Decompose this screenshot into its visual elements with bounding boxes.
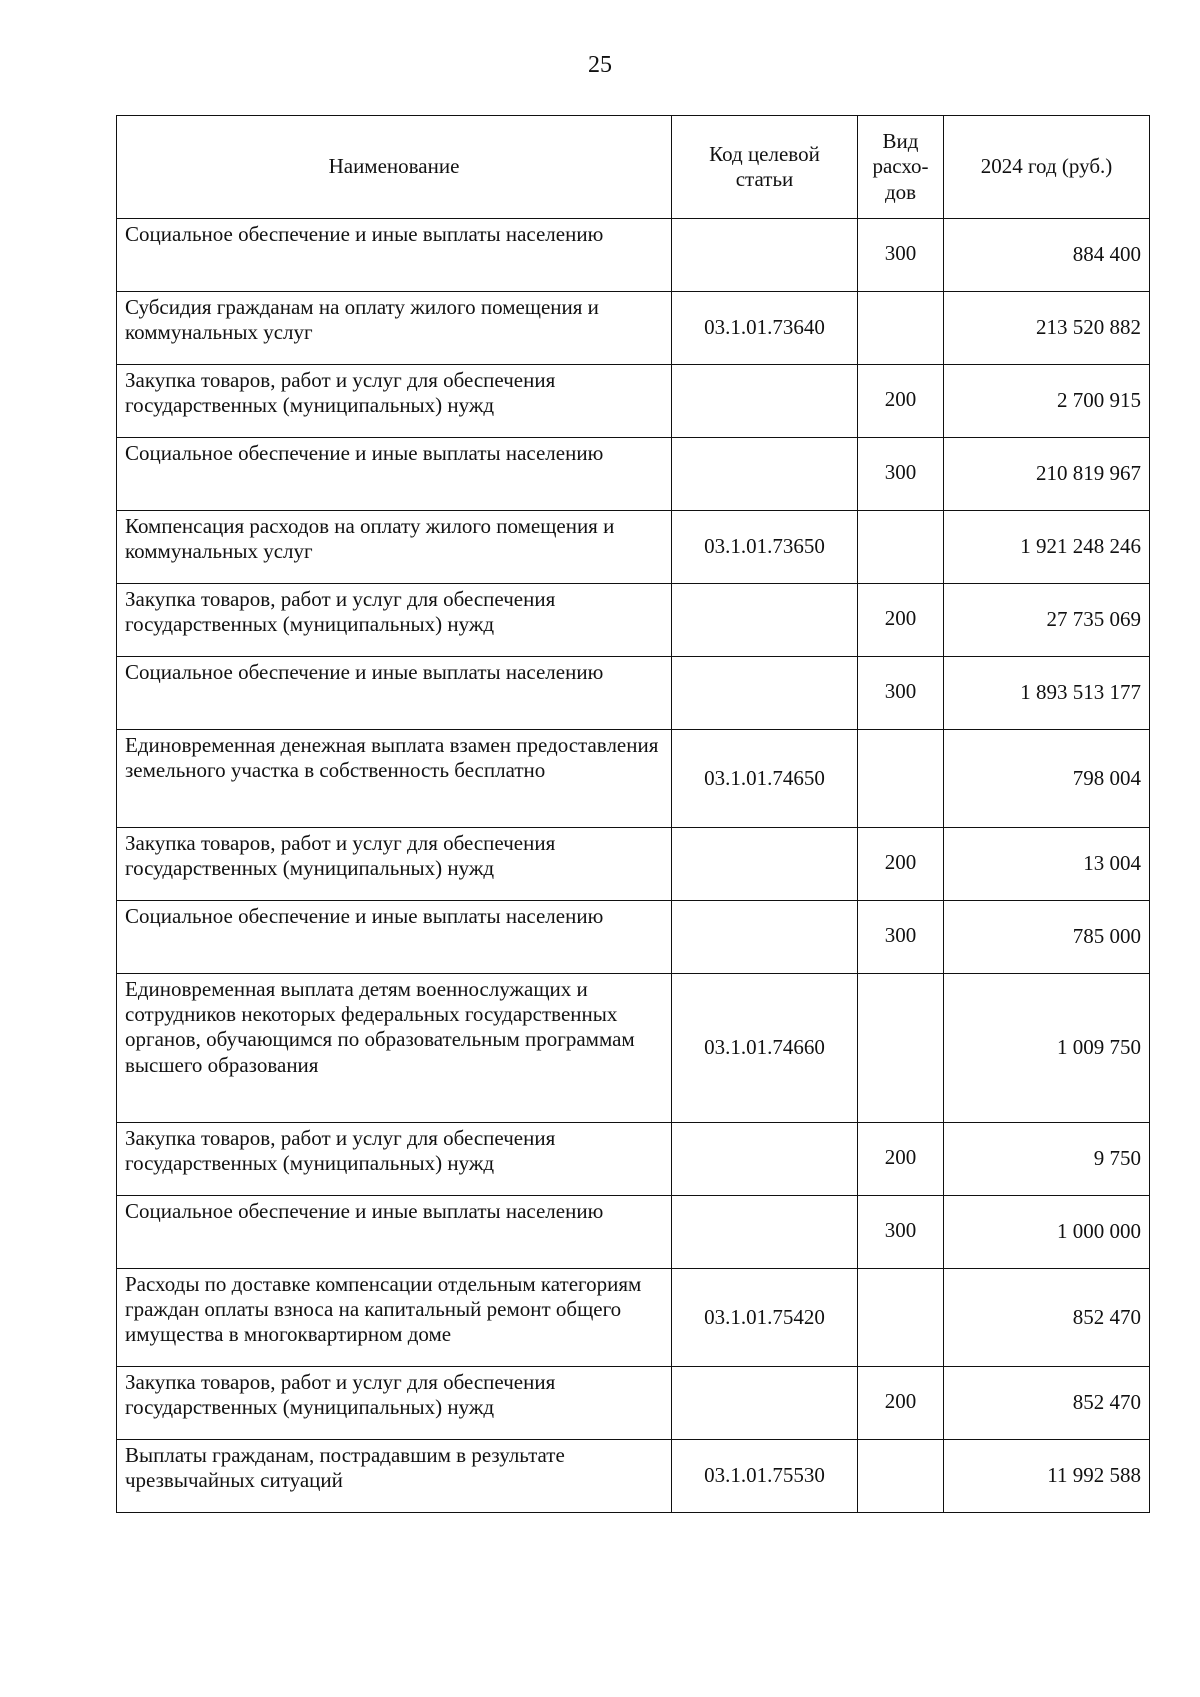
row-name: Закупка товаров, работ и услуг для обеспечения государственных (муниципальных) нужд xyxy=(117,365,672,438)
row-code: 03.1.01.73650 xyxy=(672,511,858,584)
row-name: Единовременная выплата детям военнослужащих и сотрудников некоторых федеральных государственных органов, обучающимся по образовательным программам высшего образования xyxy=(117,974,672,1123)
row-name: Социальное обеспечение и иные выплаты населению xyxy=(117,657,672,730)
row-kind xyxy=(858,511,944,584)
row-amount: 1 009 750 xyxy=(944,974,1150,1123)
row-amount: 11 992 588 xyxy=(944,1440,1150,1513)
row-code: 03.1.01.74660 xyxy=(672,974,858,1123)
row-amount: 13 004 xyxy=(944,828,1150,901)
row-kind xyxy=(858,730,944,828)
row-code xyxy=(672,1123,858,1196)
row-kind xyxy=(858,1269,944,1367)
row-code: 03.1.01.75420 xyxy=(672,1269,858,1367)
table-header-row xyxy=(117,116,1150,219)
row-code xyxy=(672,657,858,730)
row-name: Социальное обеспечение и иные выплаты населению xyxy=(117,901,672,974)
row-kind xyxy=(858,974,944,1123)
row-code xyxy=(672,1367,858,1440)
row-amount: 1 893 513 177 xyxy=(944,657,1150,730)
table-row xyxy=(117,1367,1150,1440)
row-amount: 1 921 248 246 xyxy=(944,511,1150,584)
row-name: Социальное обеспечение и иные выплаты населению xyxy=(117,438,672,511)
row-code xyxy=(672,584,858,657)
row-name: Закупка товаров, работ и услуг для обеспечения государственных (муниципальных) нужд xyxy=(117,1123,672,1196)
table-row xyxy=(117,730,1150,828)
row-kind: 200 xyxy=(858,1367,944,1440)
table-row xyxy=(117,1440,1150,1513)
row-kind xyxy=(858,292,944,365)
row-code xyxy=(672,365,858,438)
row-kind: 200 xyxy=(858,1123,944,1196)
table-row xyxy=(117,974,1150,1123)
row-code: 03.1.01.75530 xyxy=(672,1440,858,1513)
table-row xyxy=(117,584,1150,657)
row-code xyxy=(672,438,858,511)
row-code: 03.1.01.73640 xyxy=(672,292,858,365)
row-amount: 213 520 882 xyxy=(944,292,1150,365)
row-amount: 798 004 xyxy=(944,730,1150,828)
table-row xyxy=(117,511,1150,584)
row-kind: 200 xyxy=(858,365,944,438)
header-amount: 2024 год (руб.) xyxy=(944,116,1150,219)
row-kind: 300 xyxy=(858,1196,944,1269)
table-row xyxy=(117,828,1150,901)
row-code xyxy=(672,219,858,292)
row-amount: 852 470 xyxy=(944,1367,1150,1440)
header-name: Наименование xyxy=(117,116,672,219)
header-code: Код целевой статьи xyxy=(672,116,858,219)
row-name: Закупка товаров, работ и услуг для обеспечения государственных (муниципальных) нужд xyxy=(117,1367,672,1440)
row-amount: 852 470 xyxy=(944,1269,1150,1367)
row-code xyxy=(672,828,858,901)
table-row xyxy=(117,219,1150,292)
table-row xyxy=(117,365,1150,438)
table-row xyxy=(117,1123,1150,1196)
row-name: Единовременная денежная выплата взамен предоставления земельного участка в собственность бесплатно xyxy=(117,730,672,828)
row-kind: 300 xyxy=(858,657,944,730)
row-name: Расходы по доставке компенсации отдельным категориям граждан оплаты взноса на капитальный ремонт общего имущества в многоквартирном доме xyxy=(117,1269,672,1367)
row-kind: 200 xyxy=(858,584,944,657)
page-number: 25 xyxy=(588,52,612,78)
row-code xyxy=(672,901,858,974)
table-row xyxy=(117,901,1150,974)
row-amount: 210 819 967 xyxy=(944,438,1150,511)
row-code: 03.1.01.74650 xyxy=(672,730,858,828)
row-amount: 785 000 xyxy=(944,901,1150,974)
table-row xyxy=(117,1196,1150,1269)
row-code xyxy=(672,1196,858,1269)
row-name: Закупка товаров, работ и услуг для обеспечения государственных (муниципальных) нужд xyxy=(117,828,672,901)
row-kind: 300 xyxy=(858,901,944,974)
row-kind: 300 xyxy=(858,438,944,511)
row-amount: 2 700 915 xyxy=(944,365,1150,438)
row-kind: 200 xyxy=(858,828,944,901)
row-name: Компенсация расходов на оплату жилого помещения и коммунальных услуг xyxy=(117,511,672,584)
row-amount: 27 735 069 xyxy=(944,584,1150,657)
table-row xyxy=(117,438,1150,511)
row-name: Социальное обеспечение и иные выплаты населению xyxy=(117,1196,672,1269)
row-amount: 884 400 xyxy=(944,219,1150,292)
table-row xyxy=(117,292,1150,365)
row-amount: 9 750 xyxy=(944,1123,1150,1196)
row-name: Субсидия гражданам на оплату жилого помещения и коммунальных услуг xyxy=(117,292,672,365)
row-name: Выплаты гражданам, пострадавшим в результате чрезвычайных ситуаций xyxy=(117,1440,672,1513)
table-row xyxy=(117,657,1150,730)
table-row xyxy=(117,1269,1150,1367)
row-name: Закупка товаров, работ и услуг для обеспечения государственных (муниципальных) нужд xyxy=(117,584,672,657)
row-kind xyxy=(858,1440,944,1513)
row-name: Социальное обеспечение и иные выплаты населению xyxy=(117,219,672,292)
budget-table xyxy=(116,115,1150,1513)
row-kind: 300 xyxy=(858,219,944,292)
header-kind: Вид расхо-дов xyxy=(858,116,944,219)
row-amount: 1 000 000 xyxy=(944,1196,1150,1269)
